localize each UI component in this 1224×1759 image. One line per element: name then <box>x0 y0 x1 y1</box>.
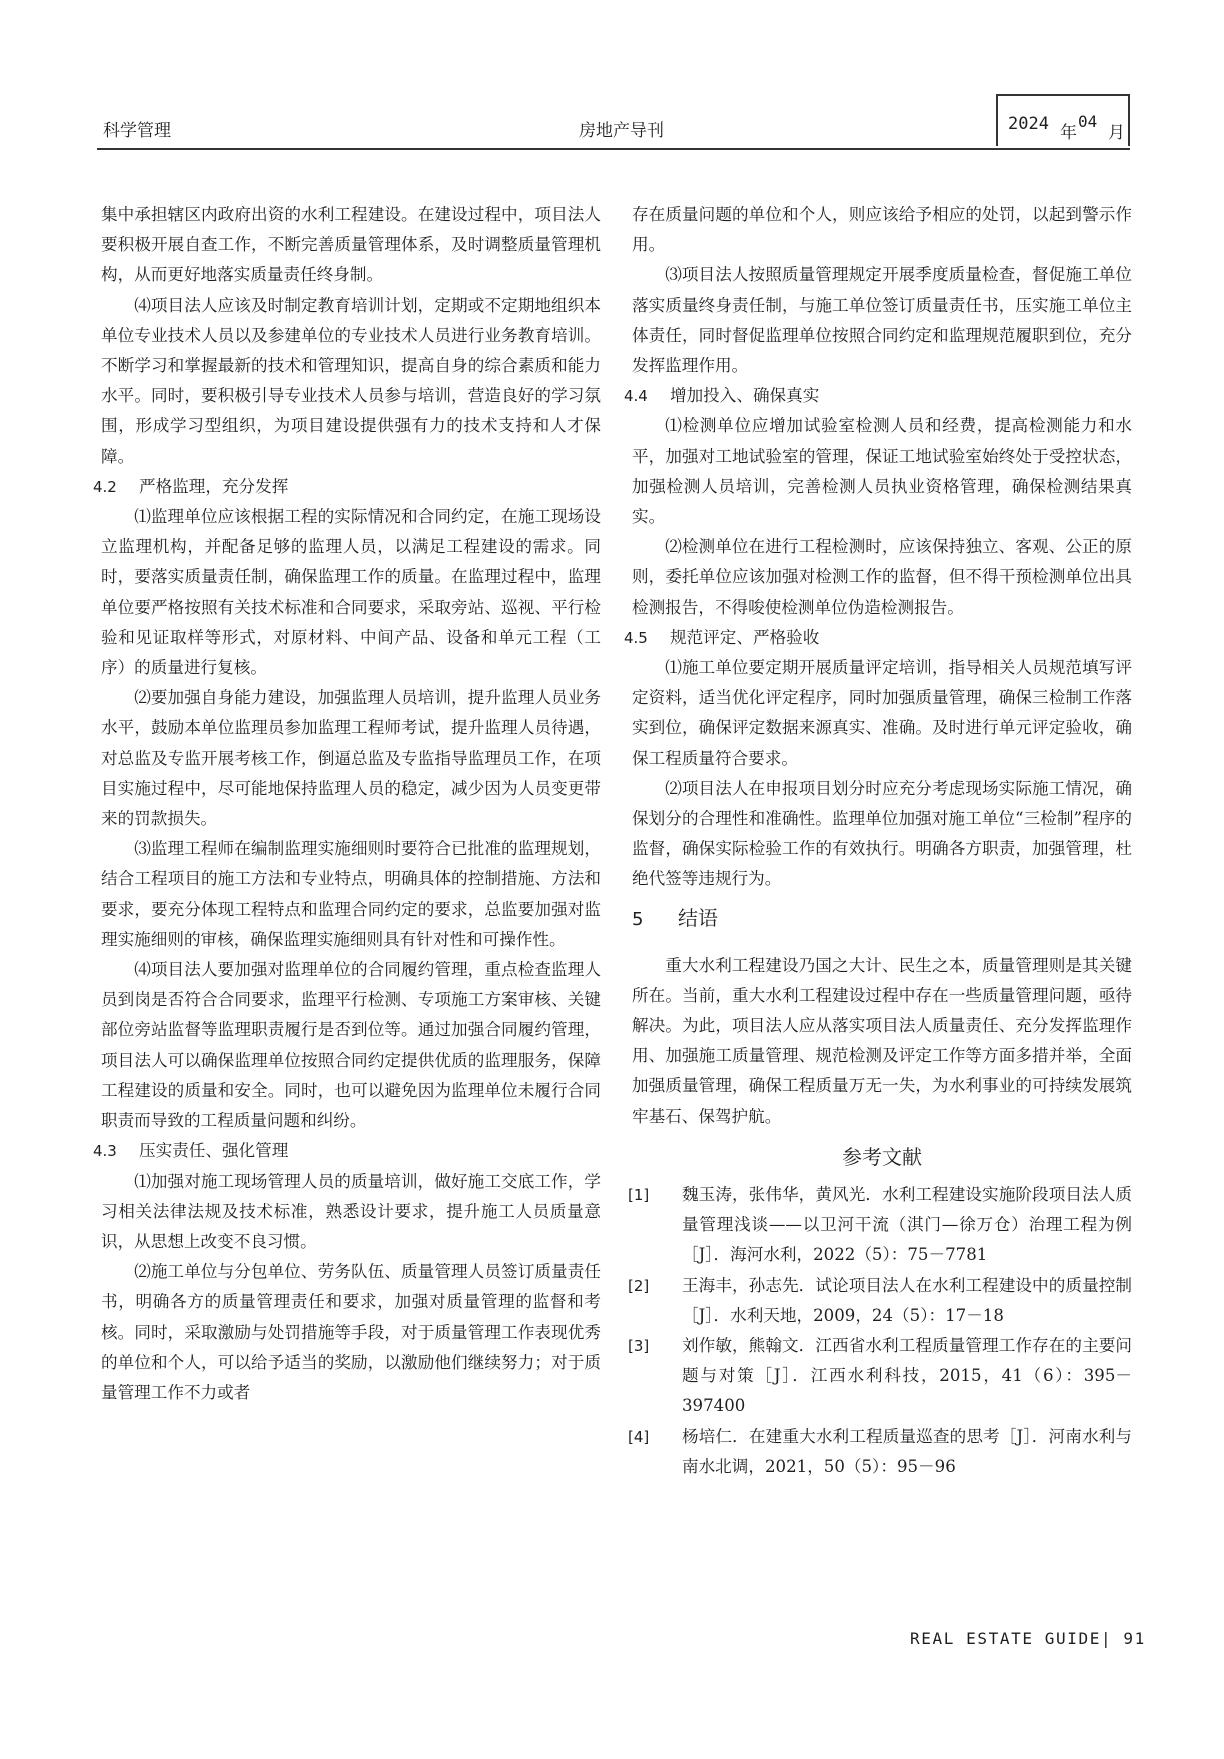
section-heading <box>624 623 1132 653</box>
right-column <box>624 200 1132 1482</box>
section-title: 规范评定、严格验收 <box>670 627 820 647</box>
section-heading <box>93 472 601 502</box>
header-journal-name: 房地产导刊 <box>579 121 664 141</box>
section-number: 5 <box>632 908 644 930</box>
paragraph: 存在质量问题的单位和个人，则应该给予相应的处罚，以起到警示作用。 <box>632 205 1132 255</box>
paragraph: ⑵项目法人在申报项目划分时应充分考虑现场实际施工情况，确保划分的合理性和准确性。监理单位加强对施工单位“三检制”程序的监督，确保实际检验工作的有效执行。明确各方职责，加强管理，杜绝代签等违规行为。 <box>632 778 1132 889</box>
paragraph: ⑴检测单位应增加试验室检测人员和经费，提高检测能力和水平，加强对工地试验室的管理，保证工地试验室始终处于受控状态，加强检测人员培训，完善检测人员执业资格管理，确保检测结果真实。 <box>632 416 1132 527</box>
header-year: 2024 <box>1008 114 1049 134</box>
reference-item <box>628 1271 1132 1331</box>
paragraph: ⑴加强对施工现场管理人员的质量培训，做好施工交底工作，学习相关法律法规及技术标准，熟悉设计要求，提升施工人员质量意识，从思想上改变不良习惯。 <box>101 1171 601 1251</box>
references-heading: 参考文献 <box>842 1144 922 1169</box>
section-heading <box>93 1136 601 1166</box>
paragraph: ⑷项目法人要加强对监理单位的合同履约管理，重点检查监理人员到岗是否符合合同要求，监理平行检测、专项施工方案审核、关键部位旁站监督等监理职责履行是否到位等。通过加强合同履约管理，项目法人可以确保监理单位按照合同约定提供优质的监理服务，保障工程建设的质量和安全。同时，也可以避免因为监理单位未履行合同职责而导致的工程质量问题和纠纷。 <box>101 960 601 1131</box>
section-number: 4.2 <box>93 477 117 496</box>
paragraph: ⑵要加强自身能力建设，加强监理人员培训，提升监理人员业务水平，鼓励本单位监理员参加监理工程师考试，提升监理人员待遇，对总监及专监开展考核工作，倒逼总监及专监指导监理员工作，在项目实施过程中，尽可能地保持监理人员的稳定，减少因为人员变更带来的罚款损失。 <box>101 688 601 829</box>
paragraph: ⑷项目法人应该及时制定教育培训计划，定期或不定期地组织本单位专业技术人员以及参建单位的专业技术人员进行业务教育培训。不断学习和掌握最新的技术和管理知识，提高自身的综合素质和能力水平。同时，要积极引导专业技术人员参与培训，营造良好的学习氛围，形成学习型组织，为项目建设提供强有力的技术支持和人才保障。 <box>101 295 601 466</box>
section-number: 4.3 <box>93 1142 117 1161</box>
reference-item <box>628 1422 1132 1482</box>
paragraph: ⑶项目法人按照质量管理规定开展季度质量检查，督促施工单位落实质量终身责任制，与施工单位签订质量责任书，压实施工单位主体责任，同时督促监理单位按照合同约定和监理规范履职到位，充分发挥监理作用。 <box>632 265 1132 376</box>
reference-text: 王海丰，孙志先．试论项目法人在水利工程建设中的质量控制［J］．水利天地，2009，24（5）：17－18 <box>682 1275 1132 1325</box>
paragraph: ⑵检测单位在进行工程检测时，应该保持独立、客观、公正的原则，委托单位应该加强对检测工作的监督，但不得干预检测单位出具检测报告，不得唆使检测单位伪造检测报告。 <box>632 537 1132 617</box>
paragraph: ⑶监理工程师在编制监理实施细则时要符合已批准的监理规划，结合工程项目的施工方法和专业特点，明确具体的控制措施、方法和要求，要充分体现工程特点和监理合同约定的要求，总监要加强对监理实施细则的审核，确保监理实施细则具有针对性和可操作性。 <box>101 839 601 949</box>
paragraph: ⑴监理单位应该根据工程的实际情况和合同约定，在施工现场设立监理机构，并配备足够的监理人员，以满足工程建设的需求。同时，要落实质量责任制，确保监理工作的质量。在监理过程中，监理单位要严格按照有关技术标准和合同要求，采取旁站、巡视、平行检验和见证取样等形式，对原材料、中间产品、设备和单元工程（工序）的质量进行复核。 <box>101 507 601 678</box>
section-title: 增加投入、确保真实 <box>670 386 820 406</box>
page-footer: REAL ESTATE GUIDE| 91 <box>910 1629 1146 1648</box>
section-heading <box>632 901 1132 937</box>
paragraph: 集中承担辖区内政府出资的水利工程建设。在建设过程中，项目法人要积极开展自查工作，不断完善质量管理体系，及时调整质量管理机构，从而更好地落实质量责任终身制。 <box>101 205 601 285</box>
paragraph: ⑴施工单位要定期开展质量评定培训，指导相关人员规范填写评定资料，适当优化评定程序，同时加强质量管理，确保三检制工作落实到位，确保评定数据来源真实、准确。及时进行单元评定验收，确保工程质量符合要求。 <box>632 658 1132 768</box>
reference-number: [3] <box>628 1336 650 1355</box>
header-section-label: 科学管理 <box>103 121 171 141</box>
paragraph: 重大水利工程建设乃国之大计、民生之本，质量管理则是其关键所在。当前，重大水利工程建设过程中存在一些质量管理问题，亟待解决。为此，项目法人应从落实项目法人质量责任、充分发挥监理作用、加强施工质量管理、规范检测及评定工作等方面多措并举，全面加强质量管理，确保工程质量万无一失，为水利事业的可持续发展筑牢基石、保驾护航。 <box>632 955 1132 1126</box>
header-year-unit: 年 <box>1060 123 1077 143</box>
reference-number: [1] <box>628 1185 650 1204</box>
header-month: 04 <box>1078 112 1098 131</box>
header-date-box <box>996 94 1130 146</box>
header-month-unit: 月 <box>1108 123 1125 143</box>
paragraph: ⑵施工单位与分包单位、劳务队伍、质量管理人员签订质量责任书，明确各方的质量管理责任和要求，加强对质量管理的监督和考核。同时，采取激励与处罚措施等手段，对于质量管理工作表现优秀的单位和个人，可以给予适当的奖励，以激励他们继续努力；对于质量管理工作不力或者 <box>101 1262 601 1402</box>
page-header <box>97 88 1130 150</box>
reference-text: 魏玉涛，张伟华，黄风光．水利工程建设实施阶段项目法人质量管理浅谈——以卫河干流（淇门—徐万仓）治理工程为例［J］．海河水利，2022（5）：75－7781 <box>682 1184 1132 1265</box>
reference-text: 刘作敏，熊翰文．江西省水利工程质量管理工作存在的主要问题与对策［J］．江西水利科技，2015，41（6）：395－397400 <box>682 1335 1132 1416</box>
reference-text: 杨培仁．在建重大水利工程质量巡查的思考［J］．河南水利与南水北调，2021，50（5）：95－96 <box>682 1426 1132 1476</box>
reference-number: [4] <box>628 1427 650 1446</box>
left-column <box>93 200 601 1408</box>
section-number: 4.5 <box>624 628 648 647</box>
reference-number: [2] <box>628 1276 650 1295</box>
section-title: 结语 <box>678 905 718 930</box>
section-number: 4.4 <box>624 387 648 406</box>
reference-item <box>628 1180 1132 1271</box>
section-title: 压实责任、强化管理 <box>139 1141 289 1161</box>
section-title: 严格监理，充分发挥 <box>139 476 289 496</box>
section-heading <box>624 381 1132 411</box>
reference-item <box>628 1331 1132 1422</box>
